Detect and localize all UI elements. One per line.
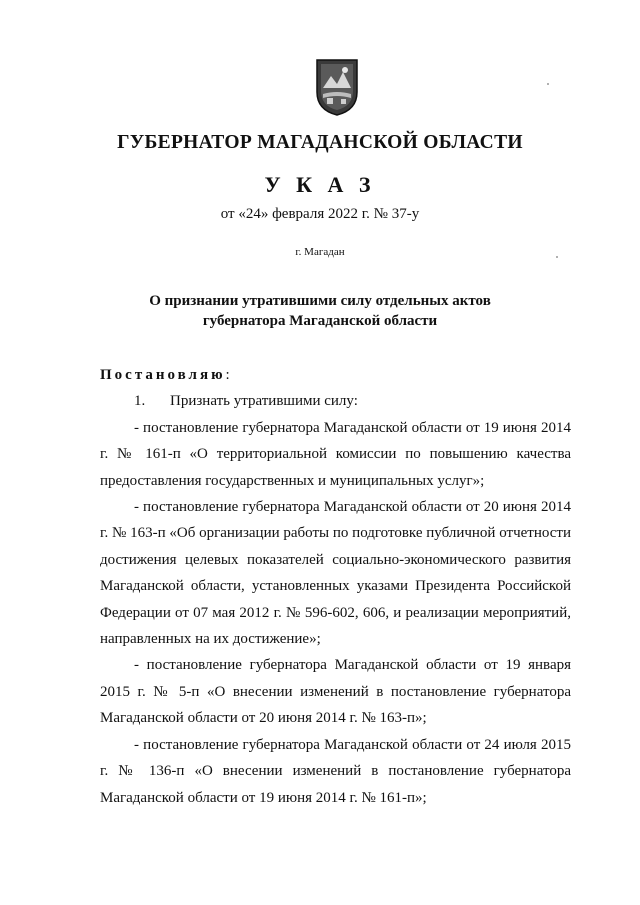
scan-speck (547, 83, 549, 85)
document-subject (0, 291, 640, 331)
subject-line-2: губернатора Магаданской области (202, 313, 438, 329)
paragraph: - постановление губернатора Магаданской области от 24 июля 2015 г. № 136-п «О внесении изменений в постановление губернатора Магаданской области от 19 июня 2014 г. № 161-п»; (100, 736, 571, 806)
document-type: У К А З (264, 172, 376, 197)
document-date-number: от «24» февраля 2022 г. № 37-у (220, 206, 420, 222)
magadan-coat-of-arms-icon (315, 58, 359, 116)
paragraph: - постановление губернатора Магаданской области от 19 января 2015 г. № 5-п «О внесении изменений в постановление губернатора Магаданской области от 20 июня 2014 г. № 163-п»; (100, 657, 571, 727)
paragraph: - постановление губернатора Магаданской области от 19 июня 2014 г. № 161-п «О территориальной комиссии по повышению качества предоставления государственных и муниципальных услуг»; (100, 419, 571, 489)
list-item (100, 388, 571, 414)
subject-line-1: О признании утратившими силу отдельных актов (149, 293, 491, 309)
decree-colon: : (225, 367, 230, 383)
scan-speck (556, 256, 558, 258)
paragraph: - постановление губернатора Магаданской области от 20 июня 2014 г. № 163-п «Об организации работы по подготовке публичной отчетности достижения целевых показателей социально-экономического развития Магаданской области, установленных указами Президента Российской Федерации от 07 мая 2012 г. № 596-602, 606, и реализации мероприятий, направленных на их достижение»; (100, 499, 571, 648)
document-city: г. Магадан (295, 246, 345, 258)
item-number: 1. (134, 393, 146, 410)
governor-title: ГУБЕРНАТОР МАГАДАНСКОЙ ОБЛАСТИ (117, 132, 523, 153)
item-text: Признать утратившими силу: (170, 393, 358, 410)
decree-word-text: Постановляю (100, 367, 226, 383)
decree-word (100, 362, 571, 388)
document-body (100, 362, 571, 811)
